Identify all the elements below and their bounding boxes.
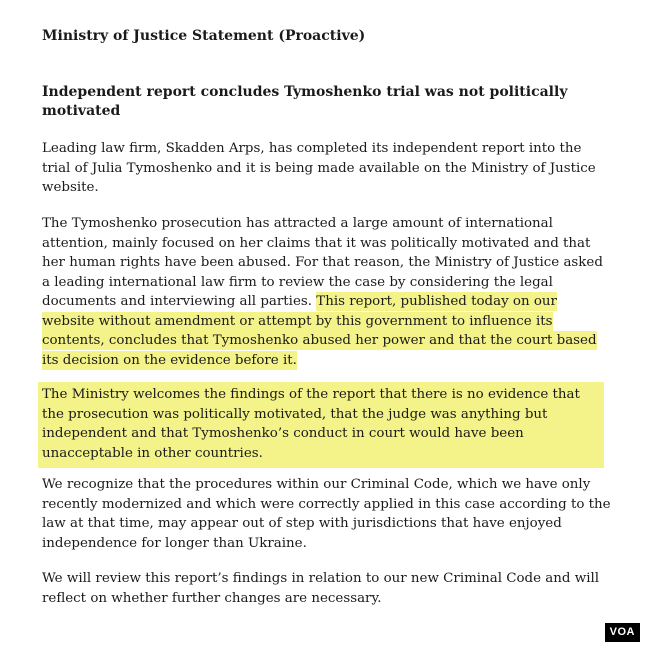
paragraph-ministry-welcome: [42, 382, 612, 468]
document-headline: Independent report concludes Tymoshenko trial was not politically motivated: [42, 84, 568, 119]
highlighted-ministry-welcome: The Ministry welcomes the findings of the report that there is no evidence that the prosecution was politically motivated, that the judge was anything but independent and that Tymoshenko’s conduct in court would have been unacceptable in other countries.: [38, 382, 604, 468]
paragraph-review: We will review this report’s findings in relation to our new Criminal Code and will reflect on whether further changes are necessary.: [42, 571, 600, 606]
voa-watermark: VOA: [605, 623, 640, 642]
paragraph-background: [42, 214, 612, 370]
paragraph-background-text: The Tymoshenko prosecution has attracted a large amount of international attention, mainly focused on her claims that it was politically motivated and that her human rights have been abused. For that reason, the Ministry of Justice asked a leading international law firm to review the case by considering the legal documents and interviewing all parties.: [42, 216, 603, 309]
paragraph-intro: Leading law firm, Skadden Arps, has completed its independent report into the trial of Julia Tymoshenko and it is being made available on the Ministry of Justice website.: [42, 141, 596, 195]
highlighted-report-conclusion: This report, published today on our website without amendment or attempt by this government to influence its contents, concludes that Tymoshenko abused her power and that the court based its decision on the evidence before it.: [42, 294, 597, 368]
document-title: Ministry of Justice Statement (Proactive): [42, 28, 366, 44]
paragraph-criminal-code: We recognize that the procedures within our Criminal Code, which we have only recently modernized and which were correctly applied in this case according to the law at that time, may appear out of step with jurisdictions that have enjoyed independence for longer than Ukraine.: [42, 477, 611, 551]
